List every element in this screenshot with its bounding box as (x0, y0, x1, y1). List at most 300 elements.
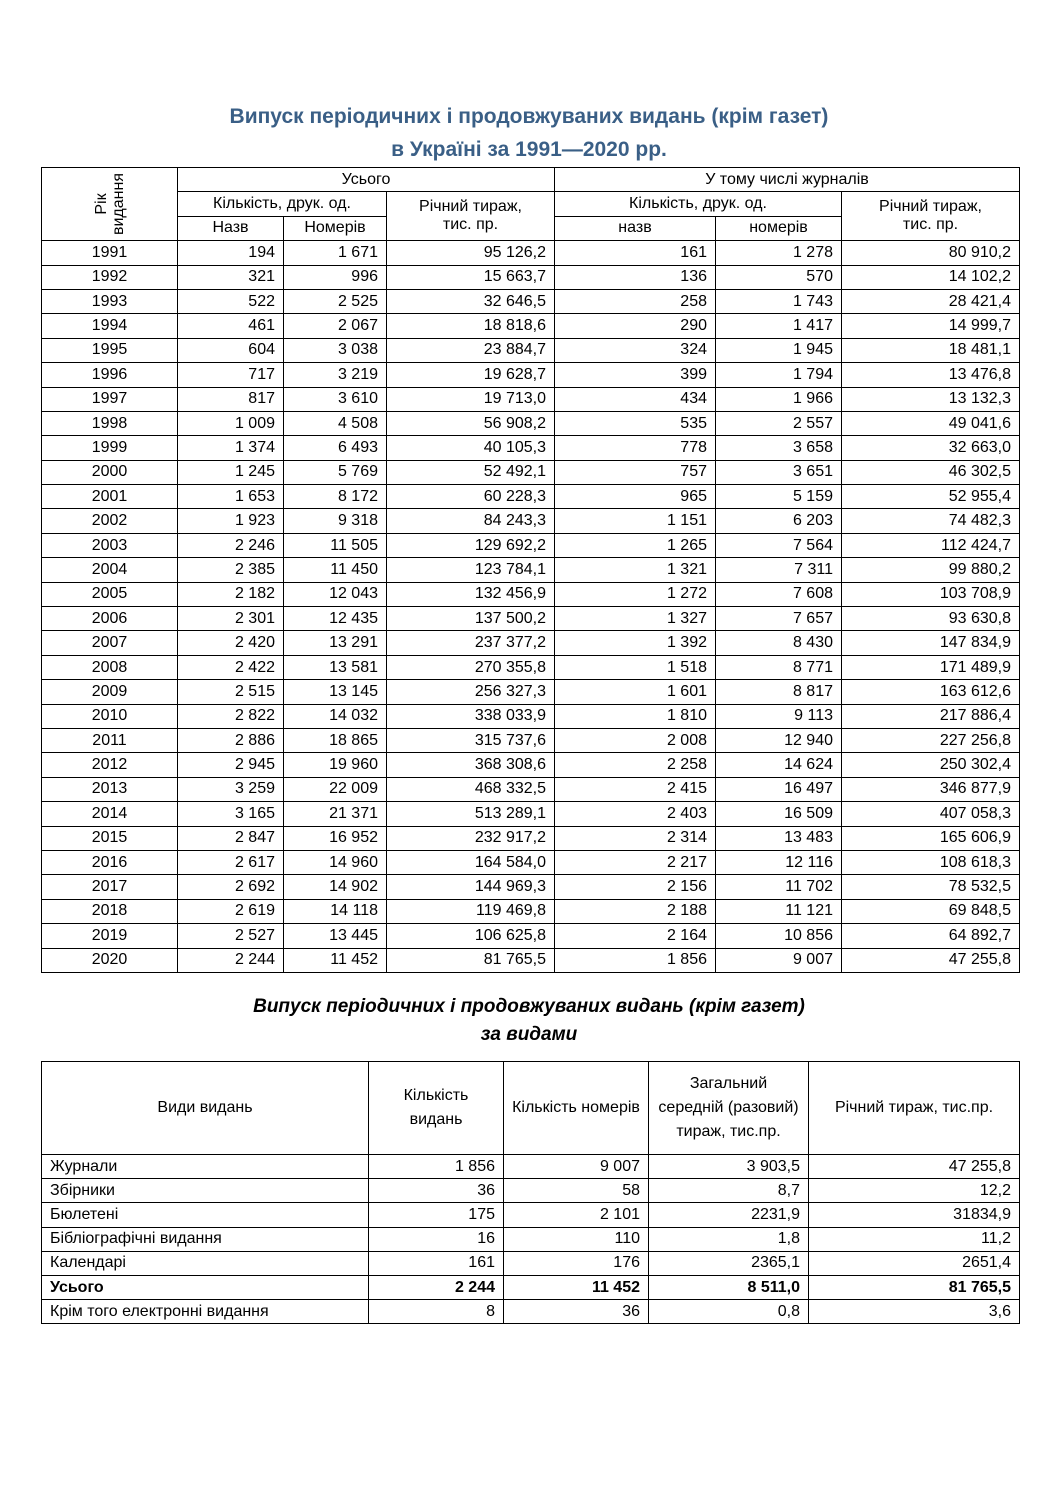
titles-header: Назв (178, 216, 284, 240)
value-cell: 3,6 (809, 1300, 1020, 1324)
value-cell: 7 311 (716, 558, 842, 582)
value-cell: 108 618,3 (842, 850, 1020, 874)
value-cell: 36 (504, 1300, 649, 1324)
table-row (42, 1179, 1020, 1203)
table-row (42, 850, 1020, 874)
year-header (42, 168, 178, 241)
value-cell: 12,2 (809, 1179, 1020, 1203)
value-cell: 9 318 (284, 509, 387, 533)
year-cell: 2019 (42, 924, 178, 948)
value-cell: 315 737,6 (387, 728, 555, 752)
table-row (42, 875, 1020, 899)
value-cell: 32 646,5 (387, 289, 555, 313)
value-cell: 8 430 (716, 631, 842, 655)
value-cell: 14 102,2 (842, 265, 1020, 289)
kind-header: Види видань (42, 1062, 369, 1155)
value-cell: 4 508 (284, 411, 387, 435)
value-cell: 171 489,9 (842, 655, 1020, 679)
table-row (42, 1203, 1020, 1227)
table-row (42, 411, 1020, 435)
value-cell: 346 877,9 (842, 777, 1020, 801)
value-cell: 434 (555, 387, 716, 411)
year-cell: 2001 (42, 485, 178, 509)
table-row (42, 460, 1020, 484)
table-row (42, 338, 1020, 362)
table-row (42, 533, 1020, 557)
value-cell: 13 291 (284, 631, 387, 655)
value-cell: 5 769 (284, 460, 387, 484)
value-cell: 2 156 (555, 875, 716, 899)
value-cell: 13 581 (284, 655, 387, 679)
table-row (42, 680, 1020, 704)
value-cell: 11 702 (716, 875, 842, 899)
value-cell: 2 619 (178, 899, 284, 923)
value-cell: 399 (555, 363, 716, 387)
value-cell: 144 969,3 (387, 875, 555, 899)
value-cell: 3 165 (178, 802, 284, 826)
yearly-table-body (42, 168, 1020, 973)
value-cell: 49 041,6 (842, 411, 1020, 435)
value-cell: 217 886,4 (842, 704, 1020, 728)
value-cell: 12 435 (284, 607, 387, 631)
value-cell: 1 966 (716, 387, 842, 411)
value-cell: 69 848,5 (842, 899, 1020, 923)
value-cell: 2 385 (178, 558, 284, 582)
table-row (42, 1275, 1020, 1299)
value-cell: 95 126,2 (387, 241, 555, 265)
table-row (42, 777, 1020, 801)
value-cell: 18 481,1 (842, 338, 1020, 362)
year-cell: 1992 (42, 265, 178, 289)
value-cell: 136 (555, 265, 716, 289)
value-cell: 103 708,9 (842, 582, 1020, 606)
year-cell: 2012 (42, 753, 178, 777)
value-cell: 21 371 (284, 802, 387, 826)
value-cell: 132 456,9 (387, 582, 555, 606)
table-row (42, 1227, 1020, 1251)
value-cell: 321 (178, 265, 284, 289)
value-cell: 161 (555, 241, 716, 265)
value-cell: 7 608 (716, 582, 842, 606)
value-cell: 14 902 (284, 875, 387, 899)
kind-cell: Крім того електронні видання (42, 1300, 369, 1324)
value-cell: 78 532,5 (842, 875, 1020, 899)
page-title-line2: в Україні за 1991—2020 рр. (391, 138, 667, 161)
value-cell: 1 856 (369, 1155, 504, 1179)
kind-issues-header: Кількість номерів (504, 1062, 649, 1155)
table-row (42, 1300, 1020, 1324)
value-cell: 2 403 (555, 802, 716, 826)
journals-header: У тому числі журналів (555, 168, 1020, 192)
value-cell: 2 244 (178, 948, 284, 972)
value-cell: 2 527 (178, 924, 284, 948)
value-cell: 965 (555, 485, 716, 509)
value-cell: 535 (555, 411, 716, 435)
value-cell: 11 505 (284, 533, 387, 557)
value-cell: 13 145 (284, 680, 387, 704)
tirazh-header-line2: тис. пр. (442, 216, 499, 234)
value-cell: 1 743 (716, 289, 842, 313)
value-cell: 1 945 (716, 338, 842, 362)
value-cell: 1 278 (716, 241, 842, 265)
value-cell: 164 584,0 (387, 850, 555, 874)
value-cell: 8 771 (716, 655, 842, 679)
journal-tirazh-header (842, 192, 1020, 241)
table-row (42, 704, 1020, 728)
page-title-line1: Випуск періодичних і продовжуваних видань (крім газет) (229, 105, 829, 128)
table-row (42, 899, 1020, 923)
value-cell: 11 452 (284, 948, 387, 972)
year-cell: 2005 (42, 582, 178, 606)
yearly-table (41, 167, 1020, 973)
value-cell: 2 244 (369, 1275, 504, 1299)
value-cell: 1 009 (178, 411, 284, 435)
value-cell: 81 765,5 (387, 948, 555, 972)
kind-annual-header: Річний тираж, тис.пр. (809, 1062, 1020, 1155)
table-row (42, 265, 1020, 289)
value-cell: 14 032 (284, 704, 387, 728)
value-cell: 5 159 (716, 485, 842, 509)
value-cell: 23 884,7 (387, 338, 555, 362)
value-cell: 18 818,6 (387, 314, 555, 338)
table-row (42, 509, 1020, 533)
value-cell: 2 008 (555, 728, 716, 752)
kind-cell: Журнали (42, 1155, 369, 1179)
value-cell: 119 469,8 (387, 899, 555, 923)
value-cell: 40 105,3 (387, 436, 555, 460)
table-row (42, 241, 1020, 265)
value-cell: 194 (178, 241, 284, 265)
value-cell: 14 624 (716, 753, 842, 777)
value-cell: 1 856 (555, 948, 716, 972)
value-cell: 7 564 (716, 533, 842, 557)
value-cell: 176 (504, 1251, 649, 1275)
table-row (42, 826, 1020, 850)
value-cell: 1 265 (555, 533, 716, 557)
value-cell: 468 332,5 (387, 777, 555, 801)
value-cell: 338 033,9 (387, 704, 555, 728)
year-cell: 2013 (42, 777, 178, 801)
value-cell: 256 327,3 (387, 680, 555, 704)
year-cell: 1996 (42, 363, 178, 387)
year-cell: 2018 (42, 899, 178, 923)
value-cell: 31834,9 (809, 1203, 1020, 1227)
value-cell: 250 302,4 (842, 753, 1020, 777)
count-header: Кількість, друк. од. (178, 192, 387, 216)
year-cell: 1991 (42, 241, 178, 265)
table-row (42, 924, 1020, 948)
value-cell: 1 794 (716, 363, 842, 387)
year-cell: 2004 (42, 558, 178, 582)
journal-tirazh-header-line2: тис. пр. (902, 216, 959, 234)
value-cell: 64 892,7 (842, 924, 1020, 948)
journal-titles-header: назв (555, 216, 716, 240)
value-cell: 93 630,8 (842, 607, 1020, 631)
value-cell: 18 865 (284, 728, 387, 752)
table-row (42, 753, 1020, 777)
value-cell: 1 327 (555, 607, 716, 631)
value-cell: 11 450 (284, 558, 387, 582)
value-cell: 817 (178, 387, 284, 411)
value-cell: 2 945 (178, 753, 284, 777)
table-row (42, 1155, 1020, 1179)
table-row (42, 582, 1020, 606)
value-cell: 19 628,7 (387, 363, 555, 387)
value-cell: 16 497 (716, 777, 842, 801)
value-cell: 8,7 (649, 1179, 809, 1203)
year-cell: 2002 (42, 509, 178, 533)
year-cell: 2017 (42, 875, 178, 899)
year-cell: 1999 (42, 436, 178, 460)
value-cell: 1 601 (555, 680, 716, 704)
value-cell: 16 (369, 1227, 504, 1251)
value-cell: 13 476,8 (842, 363, 1020, 387)
value-cell: 22 009 (284, 777, 387, 801)
value-cell: 3 610 (284, 387, 387, 411)
value-cell: 80 910,2 (842, 241, 1020, 265)
value-cell: 12 116 (716, 850, 842, 874)
value-cell: 137 500,2 (387, 607, 555, 631)
value-cell: 2 301 (178, 607, 284, 631)
year-header-line1: Рік (92, 193, 110, 215)
value-cell: 407 058,3 (842, 802, 1020, 826)
value-cell: 165 606,9 (842, 826, 1020, 850)
kinds-table-body (42, 1062, 1020, 1324)
value-cell: 99 880,2 (842, 558, 1020, 582)
year-cell: 1993 (42, 289, 178, 313)
value-cell: 3 259 (178, 777, 284, 801)
value-cell: 2 415 (555, 777, 716, 801)
value-cell: 2231,9 (649, 1203, 809, 1227)
value-cell: 1 810 (555, 704, 716, 728)
value-cell: 47 255,8 (809, 1155, 1020, 1179)
value-cell: 9 113 (716, 704, 842, 728)
kind-cell: Збірники (42, 1179, 369, 1203)
kind-count-header: Кількість видань (369, 1062, 504, 1155)
value-cell: 2 314 (555, 826, 716, 850)
value-cell: 1 923 (178, 509, 284, 533)
value-cell: 13 132,3 (842, 387, 1020, 411)
year-cell: 2000 (42, 460, 178, 484)
kind-cell: Бюлетені (42, 1203, 369, 1227)
value-cell: 2 557 (716, 411, 842, 435)
issues-header: Номерів (284, 216, 387, 240)
value-cell: 8 (369, 1300, 504, 1324)
value-cell: 14 960 (284, 850, 387, 874)
year-cell: 1997 (42, 387, 178, 411)
value-cell: 11 121 (716, 899, 842, 923)
year-cell: 2016 (42, 850, 178, 874)
value-cell: 8 817 (716, 680, 842, 704)
value-cell: 1 518 (555, 655, 716, 679)
value-cell: 757 (555, 460, 716, 484)
value-cell: 16 509 (716, 802, 842, 826)
kind-cell: Усього (42, 1275, 369, 1299)
value-cell: 9 007 (504, 1155, 649, 1179)
value-cell: 232 917,2 (387, 826, 555, 850)
value-cell: 570 (716, 265, 842, 289)
kind-cell: Календарі (42, 1251, 369, 1275)
value-cell: 28 421,4 (842, 289, 1020, 313)
value-cell: 2 847 (178, 826, 284, 850)
value-cell: 19 713,0 (387, 387, 555, 411)
value-cell: 522 (178, 289, 284, 313)
table-row (42, 289, 1020, 313)
value-cell: 227 256,8 (842, 728, 1020, 752)
journal-tirazh-header-line1: Річний тираж, (879, 198, 982, 216)
value-cell: 1 272 (555, 582, 716, 606)
year-cell: 2007 (42, 631, 178, 655)
value-cell: 47 255,8 (842, 948, 1020, 972)
value-cell: 58 (504, 1179, 649, 1203)
value-cell: 2 886 (178, 728, 284, 752)
year-cell: 1998 (42, 411, 178, 435)
table-row (42, 607, 1020, 631)
table-row (42, 948, 1020, 972)
table-row (42, 363, 1020, 387)
value-cell: 2 067 (284, 314, 387, 338)
table-row (42, 631, 1020, 655)
year-cell: 2003 (42, 533, 178, 557)
value-cell: 2 422 (178, 655, 284, 679)
value-cell: 9 007 (716, 948, 842, 972)
value-cell: 461 (178, 314, 284, 338)
table-row (42, 485, 1020, 509)
journal-count-header: Кількість, друк. од. (555, 192, 842, 216)
value-cell: 604 (178, 338, 284, 362)
year-cell: 2011 (42, 728, 178, 752)
value-cell: 258 (555, 289, 716, 313)
value-cell: 2 164 (555, 924, 716, 948)
year-cell: 2015 (42, 826, 178, 850)
year-cell: 2006 (42, 607, 178, 631)
value-cell: 2365,1 (649, 1251, 809, 1275)
header-row-1 (42, 168, 1020, 192)
year-header-line2: видання (109, 173, 127, 236)
value-cell: 0,8 (649, 1300, 809, 1324)
value-cell: 1 151 (555, 509, 716, 533)
value-cell: 7 657 (716, 607, 842, 631)
value-cell: 74 482,3 (842, 509, 1020, 533)
year-cell: 2020 (42, 948, 178, 972)
value-cell: 2 217 (555, 850, 716, 874)
value-cell: 129 692,2 (387, 533, 555, 557)
table-row (42, 728, 1020, 752)
value-cell: 2 420 (178, 631, 284, 655)
year-cell: 2008 (42, 655, 178, 679)
kind-avg-header: Загальний середній (разовий) тираж, тис.пр. (649, 1062, 809, 1155)
tirazh-header (387, 192, 555, 241)
value-cell: 112 424,7 (842, 533, 1020, 557)
tirazh-header-line1: Річний тираж, (419, 198, 522, 216)
value-cell: 2 525 (284, 289, 387, 313)
value-cell: 6 493 (284, 436, 387, 460)
journal-issues-header: номерів (716, 216, 842, 240)
header-row-2 (42, 192, 1020, 216)
kinds-table (41, 1061, 1020, 1324)
table-row (42, 802, 1020, 826)
value-cell: 513 289,1 (387, 802, 555, 826)
value-cell: 13 483 (716, 826, 842, 850)
value-cell: 161 (369, 1251, 504, 1275)
year-cell: 1995 (42, 338, 178, 362)
value-cell: 2 246 (178, 533, 284, 557)
value-cell: 1 653 (178, 485, 284, 509)
value-cell: 175 (369, 1203, 504, 1227)
value-cell: 1,8 (649, 1227, 809, 1251)
kind-cell: Бібліографічні видання (42, 1227, 369, 1251)
value-cell: 19 960 (284, 753, 387, 777)
year-cell: 1994 (42, 314, 178, 338)
section-title (0, 993, 1058, 1049)
total-header: Усього (178, 168, 555, 192)
value-cell: 12 940 (716, 728, 842, 752)
value-cell: 106 625,8 (387, 924, 555, 948)
value-cell: 8 511,0 (649, 1275, 809, 1299)
table-row (42, 655, 1020, 679)
value-cell: 52 492,1 (387, 460, 555, 484)
value-cell: 147 834,9 (842, 631, 1020, 655)
section-title-line1: Випуск періодичних і продовжуваних видань (крім газет) (253, 996, 805, 1017)
value-cell: 996 (284, 265, 387, 289)
value-cell: 14 999,7 (842, 314, 1020, 338)
value-cell: 3 903,5 (649, 1155, 809, 1179)
value-cell: 12 043 (284, 582, 387, 606)
value-cell: 3 038 (284, 338, 387, 362)
table-row (42, 558, 1020, 582)
value-cell: 2 822 (178, 704, 284, 728)
year-cell: 2010 (42, 704, 178, 728)
value-cell: 16 952 (284, 826, 387, 850)
value-cell: 84 243,3 (387, 509, 555, 533)
value-cell: 324 (555, 338, 716, 362)
table-row (42, 387, 1020, 411)
value-cell: 36 (369, 1179, 504, 1203)
value-cell: 8 172 (284, 485, 387, 509)
kinds-header-row (42, 1062, 1020, 1155)
table-row (42, 1251, 1020, 1275)
value-cell: 1 417 (716, 314, 842, 338)
value-cell: 3 219 (284, 363, 387, 387)
value-cell: 1 392 (555, 631, 716, 655)
section-title-line2: за видами (480, 1024, 578, 1045)
value-cell: 290 (555, 314, 716, 338)
value-cell: 163 612,6 (842, 680, 1020, 704)
value-cell: 2 188 (555, 899, 716, 923)
value-cell: 60 228,3 (387, 485, 555, 509)
table-row (42, 314, 1020, 338)
value-cell: 778 (555, 436, 716, 460)
value-cell: 123 784,1 (387, 558, 555, 582)
value-cell: 15 663,7 (387, 265, 555, 289)
value-cell: 2651,4 (809, 1251, 1020, 1275)
year-cell: 2014 (42, 802, 178, 826)
value-cell: 237 377,2 (387, 631, 555, 655)
value-cell: 11,2 (809, 1227, 1020, 1251)
value-cell: 2 692 (178, 875, 284, 899)
value-cell: 13 445 (284, 924, 387, 948)
value-cell: 14 118 (284, 899, 387, 923)
value-cell: 3 651 (716, 460, 842, 484)
value-cell: 2 101 (504, 1203, 649, 1227)
value-cell: 1 671 (284, 241, 387, 265)
value-cell: 110 (504, 1227, 649, 1251)
page-title (0, 100, 1058, 166)
value-cell: 717 (178, 363, 284, 387)
year-cell: 2009 (42, 680, 178, 704)
value-cell: 3 658 (716, 436, 842, 460)
value-cell: 2 182 (178, 582, 284, 606)
